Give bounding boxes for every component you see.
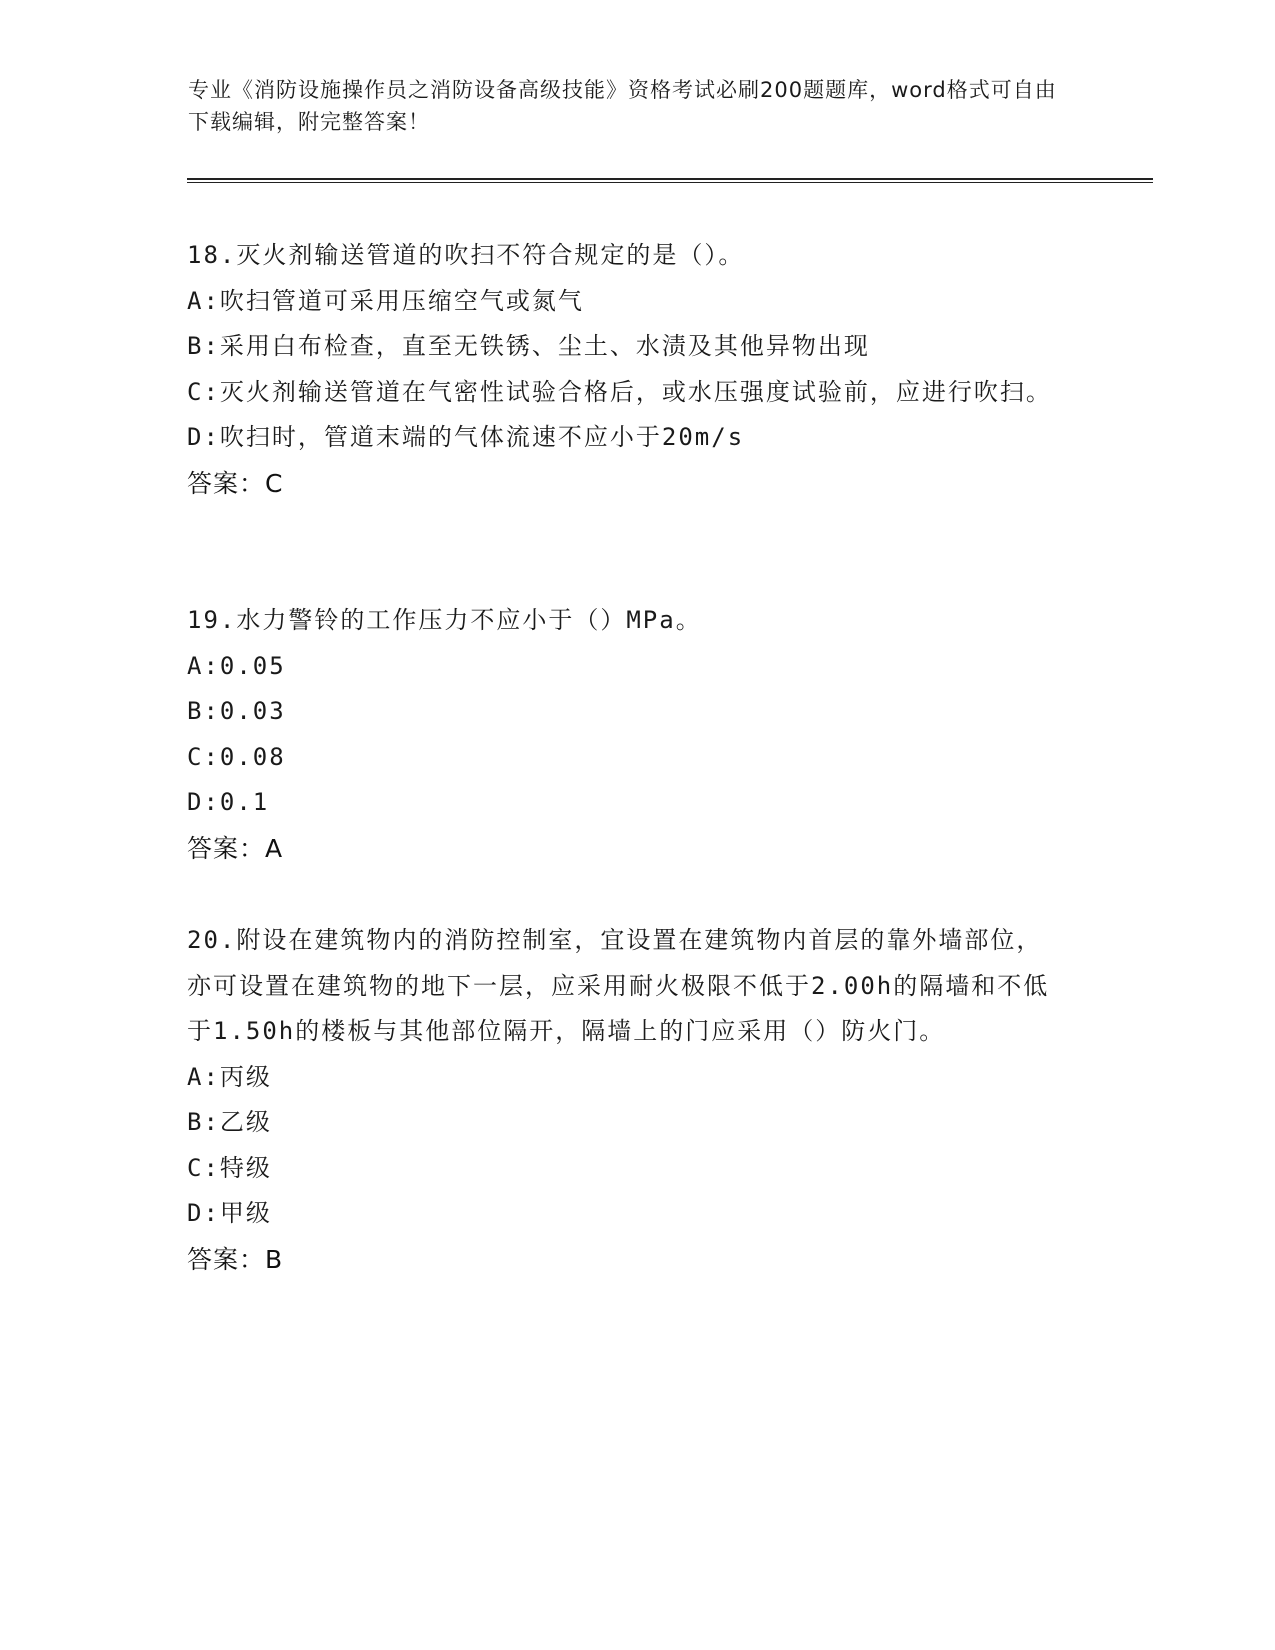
question-19 [187,598,1067,871]
option-d: D:甲级 [187,1199,272,1227]
question-stem: 19.水力警铃的工作压力不应小于（）MPa。 [187,606,702,634]
answer: 答案：C [187,468,284,498]
option-a: A:丙级 [187,1062,272,1091]
option-c: C:0.08 [187,742,286,771]
question-stem: 20.附设在建筑物内的消防控制室，宜设置在建筑物内首层的靠外墙部位，亦可设置在建筑物的地下一层，应采用耐火极限不低于2.00h的隔墙和不低于1.50h的楼板与其他部位隔开，隔墙上的门应采用（）防火门。 [187,926,1050,1045]
option-b: B:采用白布检查，直至无铁锈、尘土、水渍及其他异物出现 [187,332,870,360]
question-20 [187,918,1067,1282]
option-c: C:特级 [187,1153,272,1182]
option-d: D:吹扫时，管道末端的气体流速不应小于20m/s [187,423,745,451]
option-c: C:灭火剂输送管道在气密性试验合格后，或水压强度试验前，应进行吹扫。 [187,377,1052,406]
question-stem: 18.灭火剂输送管道的吹扫不符合规定的是（）。 [187,241,745,269]
answer: 答案：B [187,1244,284,1274]
header-divider [187,178,1153,183]
answer: 答案：A [187,833,284,863]
option-a: A:0.05 [187,651,286,680]
question-18 [187,233,1067,506]
document-header: 专业《消防设施操作员之消防设备高级技能》资格考试必刷200题题库，word格式可自由下载编辑，附完整答案！ [188,78,1057,134]
option-b: B:乙级 [187,1108,272,1136]
option-d: D:0.1 [187,788,270,816]
option-b: B:0.03 [187,697,286,725]
option-a: A:吹扫管道可采用压缩空气或氮气 [187,286,584,315]
